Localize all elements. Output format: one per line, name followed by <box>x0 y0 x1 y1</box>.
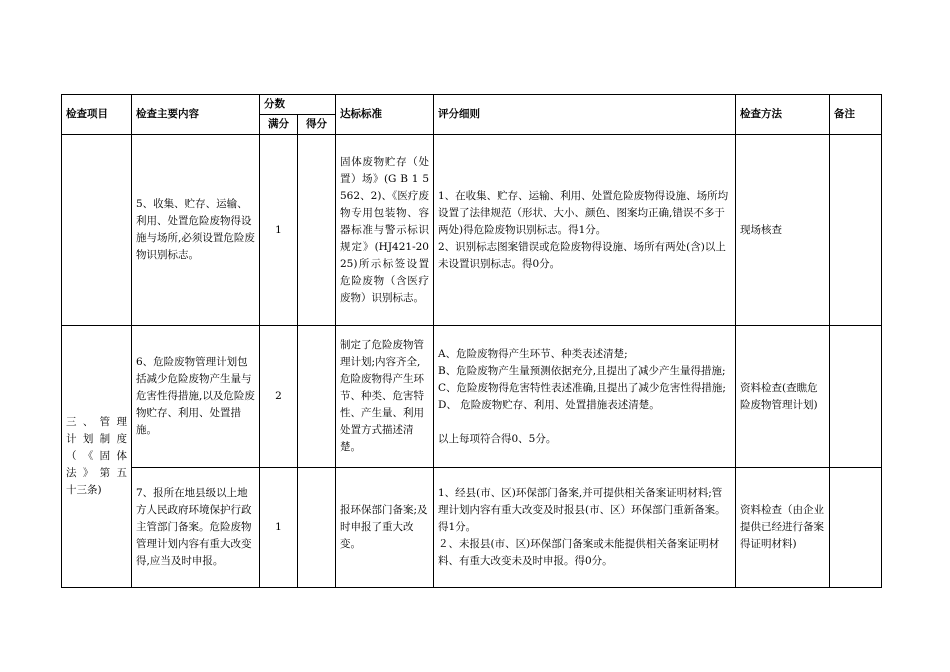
row-remark <box>830 135 882 326</box>
row-got-score <box>298 135 336 326</box>
row-standard: 制定了危险废物管理计划;内容齐全,危险废物得产生环节、种类、危害特性、产生量、利用处置方式描述清楚。 <box>336 326 434 468</box>
header-content: 检查主要内容 <box>132 95 260 135</box>
row-full-score: 2 <box>260 326 298 468</box>
rule-line: 1、经县(市、区)环保部门备案,并可提供相关备案证明材料;管理计划内容有重大改变及时报县(市、区）环保部门重新备案。得1分。 <box>438 487 726 533</box>
row-standard: 报环保部门备案;及时申报了重大改变。 <box>336 468 434 588</box>
header-full-score: 满分 <box>260 115 298 135</box>
header-method: 检查方法 <box>736 95 830 135</box>
header-got-score: 得分 <box>298 115 336 135</box>
rule-line: D、 危险废物贮存、利用、处置措施表述清楚。 <box>438 398 660 411</box>
rule-line: B、危险废物产生量预测依据充分,且提出了减少产生量得措施; <box>438 364 726 377</box>
row-rules <box>434 326 736 468</box>
header-standard: 达标标准 <box>336 95 434 135</box>
rule-line: ２、未报县(市、区)环保部门备案或未能提供相关备案证明材料、有重大改变未及时申报。得0分。 <box>438 538 720 567</box>
row-remark <box>830 468 882 588</box>
row-method: 资料检查（由企业提供已经进行备案得证明材料) <box>736 468 830 588</box>
row-full-score: 1 <box>260 135 298 326</box>
row-rules <box>434 135 736 326</box>
group-label: 三 、 管 理 计 划 制 度 （ 《 固 体 法 》 第 五 十三条) <box>62 326 132 588</box>
rule-line: A、危险废物得产生环节、种类表述清楚; <box>438 347 628 360</box>
header-remark: 备注 <box>830 95 882 135</box>
row-content: 5、收集、贮存、运输、利用、处置危险废物得设施与场所,必须设置危险废物识别标志。 <box>132 135 260 326</box>
row-standard: 固体废物贮存（处置）场》(G B 1 5562、2)、《医疗废物专用包装物、容器标准与警示标识规定》(HJ421-2025)所示标签设置危险废物（含医疗废物）识别标志。 <box>336 135 434 326</box>
rule-line: 以上每项符合得0、5分。 <box>438 432 557 445</box>
group-label-empty-cell <box>62 135 132 326</box>
row-method: 资料检查(查瞧危险废物管理计划) <box>736 326 830 468</box>
header-item: 检查项目 <box>62 95 132 135</box>
header-score: 分数 <box>260 95 336 115</box>
table-row <box>62 326 882 468</box>
rule-line: C、危险废物得危害特性表述准确,且提出了减少危害性得措施; <box>438 381 726 394</box>
row-got-score <box>298 468 336 588</box>
row-content: 6、危险废物管理计划包括减少危险废物产生量与危害性得措施,以及危险废物贮存、利用、处置措施。 <box>132 326 260 468</box>
row-method: 现场核查 <box>736 135 830 326</box>
table-row <box>62 135 882 326</box>
row-rules <box>434 468 736 588</box>
rule-line: 2、识别标志图案错误或危险废物得设施、场所有两处(含)以上未设置识别标志。得0分。 <box>438 240 726 270</box>
row-got-score <box>298 326 336 468</box>
table-row <box>62 468 882 588</box>
row-full-score: 1 <box>260 468 298 588</box>
inspection-table <box>61 94 882 588</box>
row-content: 7、报所在地县级以上地方人民政府环境保护行政主管部门备案。危险废物管理计划内容有重大改变得,应当及时申报。 <box>132 468 260 588</box>
header-rules: 评分细则 <box>434 95 736 135</box>
rule-line: 1、在收集、贮存、运输、利用、处置危险废物得设施、场所均设置了法律规范（形状、大小、颜色、图案均正确,错误不多于两处)得危险废物识别标志。得1分。 <box>438 189 729 236</box>
row-remark <box>830 326 882 468</box>
rule-spacer <box>438 414 731 431</box>
